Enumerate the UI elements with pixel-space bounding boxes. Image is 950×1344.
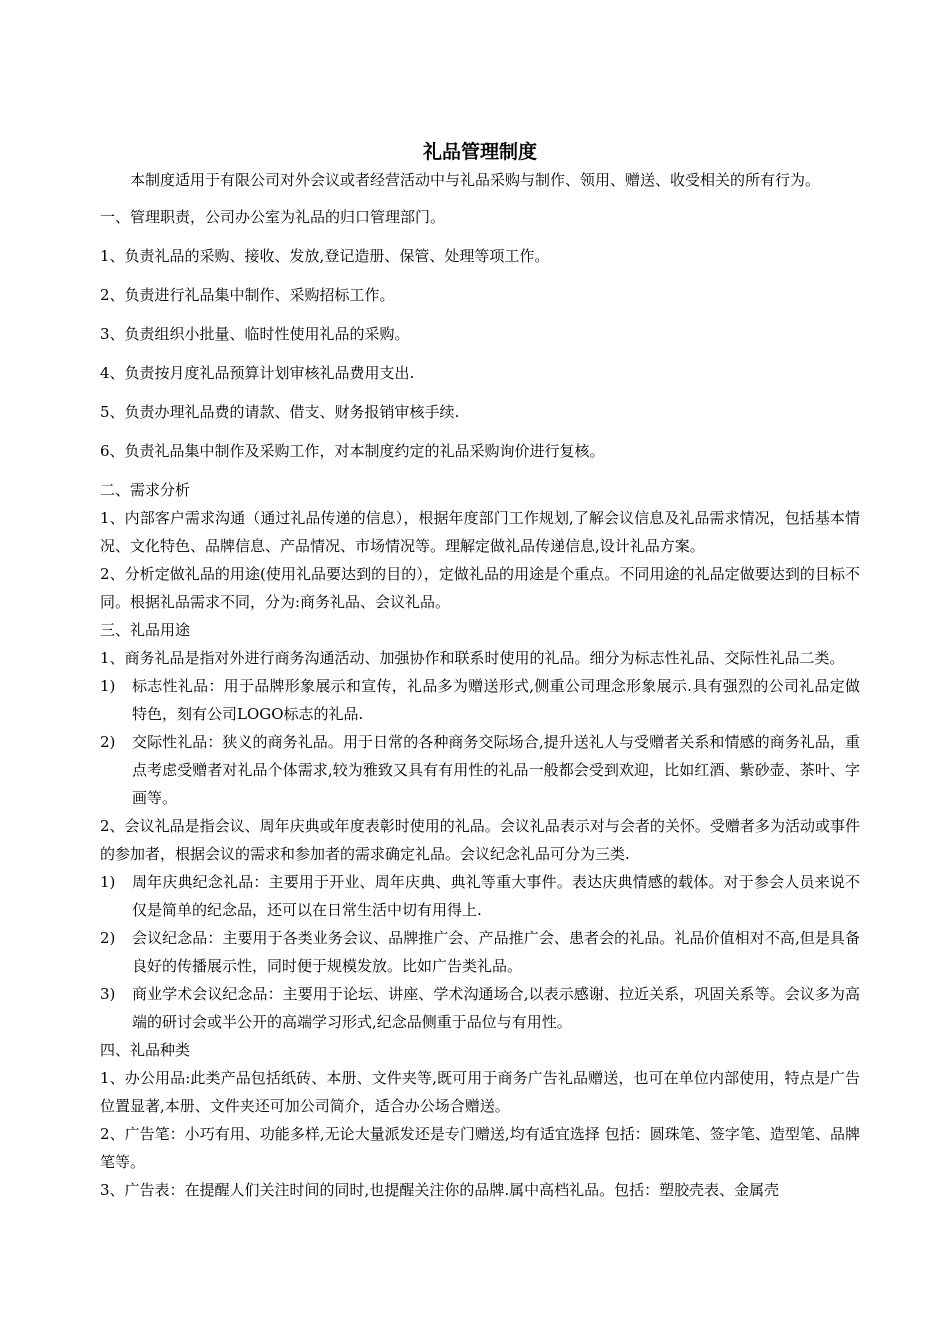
section-2-item: 1、内部客户需求沟通（通过礼品传递的信息），根据年度部门工作规划,了解会议信息及礼品需求情况，包括基本情况、文化特色、品牌信息、产品情况、市场情况等。理解定做礼品传递信息,设计礼品方案。 <box>100 509 860 555</box>
list-item <box>100 672 860 728</box>
list-item-number: 1) <box>100 677 116 695</box>
section-1-heading: 一、管理职责，公司办公室为礼品的归口管理部门。 <box>100 208 446 226</box>
list-item-text: 标志性礼品：用于品牌形象展示和宣传，礼品多为赠送形式,侧重公司理念形象展示.具有强烈的公司礼品定做特色，刻有公司LOGO标志的礼品. <box>132 677 860 723</box>
section-1-item: 3、负责组织小批量、临时性使用礼品的采购。 <box>100 325 410 343</box>
list-item-text: 会议纪念品：主要用于各类业务会议、品牌推广会、产品推广会、患者会的礼品。礼品价值相对不高,但是具备良好的传播展示性，同时便于规模发放。比如广告类礼品。 <box>132 929 860 975</box>
section-3-heading: 三、礼品用途 <box>100 621 191 639</box>
list-item-number: 3) <box>100 985 116 1003</box>
section-1-item: 4、负责按月度礼品预算计划审核礼品费用支出. <box>100 364 415 382</box>
intro-paragraph: 本制度适用于有限公司对外会议或者经营活动中与礼品采购与制作、领用、赠送、收受相关的所有行为。 <box>130 171 821 189</box>
list-item-number: 1) <box>100 873 116 891</box>
list-item <box>100 980 860 1036</box>
list-item-text: 交际性礼品：狭义的商务礼品。用于日常的各种商务交际场合,提升送礼人与受赠者关系和情感的商务礼品，重点考虑受赠者对礼品个体需求,较为雅致又具有有用性的礼品一般都会受到欢迎，比如红酒、紫砂壶、茶叶、字画等。 <box>132 733 860 807</box>
list-item-text: 周年庆典纪念礼品：主要用于开业、周年庆典、典礼等重大事件。表达庆典情感的载体。对于参会人员来说不仅是简单的纪念品，还可以在日常生活中切有用得上. <box>132 873 860 919</box>
section-2-item: 2、分析定做礼品的用途(使用礼品要达到的目的），定做礼品的用途是个重点。不同用途的礼品定做要达到的目标不同。根据礼品需求不同，分为:商务礼品、会议礼品。 <box>100 565 860 611</box>
section-4-item: 1、办公用品:此类产品包括纸砖、本册、文件夹等,既可用于商务广告礼品赠送，也可在单位内部使用，特点是广告位置显著,本册、文件夹还可加公司简介，适合办公场合赠送。 <box>100 1069 860 1115</box>
section-4-item: 3、广告表：在提醒人们关注时间的同时,也提醒关注你的品牌.属中高档礼品。包括：塑胶壳表、金属壳 <box>100 1181 780 1199</box>
section-4-item: 2、广告笔：小巧有用、功能多样,无论大量派发还是专门赠送,均有适宜选择 包括：圆珠笔、签字笔、造型笔、品牌笔等。 <box>100 1125 860 1171</box>
section-1-item: 6、负责礼品集中制作及采购工作，对本制度约定的礼品采购询价进行复核。 <box>100 442 605 460</box>
list-item <box>100 868 860 924</box>
business-gift-paragraph: 1、商务礼品是指对外进行商务沟通活动、加强协作和联系时使用的礼品。细分为标志性礼品、交际性礼品二类。 <box>100 649 845 667</box>
list-item <box>100 924 860 980</box>
list-item <box>100 728 860 812</box>
meeting-gift-paragraph: 2、会议礼品是指会议、周年庆典或年度表彰时使用的礼品。会议礼品表示对与会者的关怀。受赠者多为活动或事件的参加者，根据会议的需求和参加者的需求确定礼品。会议纪念礼品可分为三类. <box>100 817 860 863</box>
document-page <box>100 138 860 1204</box>
list-item-number: 2) <box>100 733 116 751</box>
document-title: 礼品管理制度 <box>422 141 537 163</box>
list-item-number: 2) <box>100 929 116 947</box>
section-1-item: 2、负责进行礼品集中制作、采购招标工作。 <box>100 286 395 304</box>
section-1-item: 1、负责礼品的采购、接收、发放,登记造册、保管、处理等项工作。 <box>100 247 550 265</box>
section-1-item: 5、负责办理礼品费的请款、借支、财务报销审核手续. <box>100 403 460 421</box>
list-item-text: 商业学术会议纪念品：主要用于论坛、讲座、学术沟通场合,以表示感谢、拉近关系，巩固关系等。会议多为高端的研讨会或半公开的高端学习形式,纪念品侧重于品位与有用性。 <box>132 985 860 1031</box>
section-4-heading: 四、礼品种类 <box>100 1041 191 1059</box>
section-2-heading: 二、需求分析 <box>100 481 191 499</box>
